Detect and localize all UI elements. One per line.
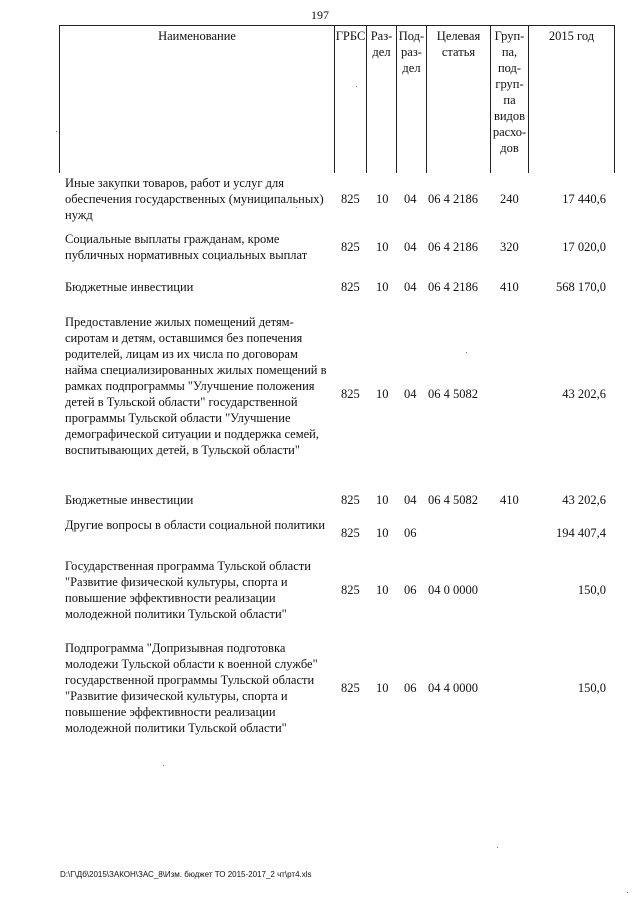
row-amount: 568 170,0 bbox=[556, 280, 606, 294]
row-podrazdel: 06 bbox=[404, 526, 417, 540]
row-name: Бюджетные инвестиции bbox=[65, 280, 194, 294]
scan-speck bbox=[356, 86, 357, 87]
row-name: Другие вопросы в области социальной политики bbox=[65, 518, 326, 532]
scan-speck bbox=[466, 352, 467, 353]
row-target-article: 06 4 5082 bbox=[428, 387, 478, 401]
scan-speck bbox=[497, 847, 498, 848]
row-name: Предоставление жилых помещений детям-сиротам и детям, оставшимся без попечения родителей, лицам из их числа по договорам найма специализированных жилых помещений в рамках подпрограммы "Улучшение положения детей в Тульской области" государственной программы Тульской области "Улучшение демографической ситуации и поддержка семей, воспитывающих детей, в Тульской области" bbox=[65, 315, 327, 457]
row-expense-group: 320 bbox=[500, 240, 519, 254]
header-grbs: ГРБС bbox=[335, 26, 367, 173]
row-name: Государственная программа Тульской области "Развитие физической культуры, спорта и повышение эффективности реализации молодежной политики Тульской области" bbox=[65, 559, 311, 621]
row-target-article: 04 4 0000 bbox=[428, 681, 478, 695]
row-name: Бюджетные инвестиции bbox=[65, 493, 194, 507]
page-number: 197 bbox=[311, 8, 329, 22]
row-razdel: 10 bbox=[376, 387, 389, 401]
row-target-article: 04 0 0000 bbox=[428, 583, 478, 597]
row-podrazdel: 06 bbox=[404, 681, 417, 695]
row-podrazdel: 04 bbox=[404, 240, 417, 254]
scan-speck bbox=[56, 131, 57, 132]
row-podrazdel: 04 bbox=[404, 493, 417, 507]
row-amount: 43 202,6 bbox=[562, 493, 606, 507]
row-amount: 17 440,6 bbox=[562, 192, 606, 206]
row-razdel: 10 bbox=[376, 192, 389, 206]
row-target-article: 06 4 5082 bbox=[428, 493, 478, 507]
row-razdel: 10 bbox=[376, 280, 389, 294]
scan-speck bbox=[163, 765, 164, 766]
row-amount: 150,0 bbox=[577, 681, 606, 695]
row-amount: 150,0 bbox=[577, 583, 606, 597]
header-razdel: Раз- дел bbox=[367, 26, 397, 173]
row-grbs: 825 bbox=[341, 583, 360, 597]
row-razdel: 10 bbox=[376, 681, 389, 695]
row-target-article: 06 4 2186 bbox=[428, 192, 478, 206]
row-podrazdel: 04 bbox=[404, 280, 417, 294]
row-grbs: 825 bbox=[341, 493, 360, 507]
header-expense-group: Груп- па, под- груп- па видов расхо- дов bbox=[491, 26, 529, 173]
file-path-footer: D:\Г\Дб\2015\ЗАКОН\ЗАС_8\Изм. бюджет ТО 2015-2017_2 чт\рт4.xls bbox=[60, 870, 312, 879]
row-razdel: 10 bbox=[376, 493, 389, 507]
row-grbs: 825 bbox=[341, 387, 360, 401]
row-grbs: 825 bbox=[341, 280, 360, 294]
scan-speck bbox=[296, 207, 297, 208]
row-target-article: 06 4 2186 bbox=[428, 240, 478, 254]
row-expense-group: 410 bbox=[500, 493, 519, 507]
row-podrazdel: 06 bbox=[404, 583, 417, 597]
row-amount: 17 020,0 bbox=[562, 240, 606, 254]
row-podrazdel: 04 bbox=[404, 387, 417, 401]
row-expense-group: 410 bbox=[500, 280, 519, 294]
row-amount: 43 202,6 bbox=[562, 387, 606, 401]
header-podrazdel: Под- раз- дел bbox=[397, 26, 427, 173]
row-expense-group: 240 bbox=[500, 192, 519, 206]
header-year: 2015 год bbox=[548, 29, 595, 43]
row-name: Подпрограмма "Допризывная подготовка молодежи Тульской области к военной службе" государственной программы Тульской области "Развитие физической культуры, спорта и повышение эффективности реализации молодежной политики Тульской области" bbox=[65, 641, 318, 735]
header-target-article: Целевая статья bbox=[427, 26, 491, 173]
scan-speck bbox=[627, 892, 628, 893]
row-grbs: 825 bbox=[341, 240, 360, 254]
row-razdel: 10 bbox=[376, 240, 389, 254]
row-amount: 194 407,4 bbox=[556, 526, 606, 540]
row-target-article: 06 4 2186 bbox=[428, 280, 478, 294]
row-name: Социальные выплаты гражданам, кроме публичных нормативных социальных выплат bbox=[65, 232, 308, 262]
row-grbs: 825 bbox=[341, 526, 360, 540]
row-razdel: 10 bbox=[376, 583, 389, 597]
row-podrazdel: 04 bbox=[404, 192, 417, 206]
row-name: Иные закупки товаров, работ и услуг для обеспечения государственных (муниципальных) нужд bbox=[65, 176, 324, 222]
header-name: Наименование bbox=[60, 26, 335, 173]
row-grbs: 825 bbox=[341, 681, 360, 695]
row-razdel: 10 bbox=[376, 526, 389, 540]
row-grbs: 825 bbox=[341, 192, 360, 206]
